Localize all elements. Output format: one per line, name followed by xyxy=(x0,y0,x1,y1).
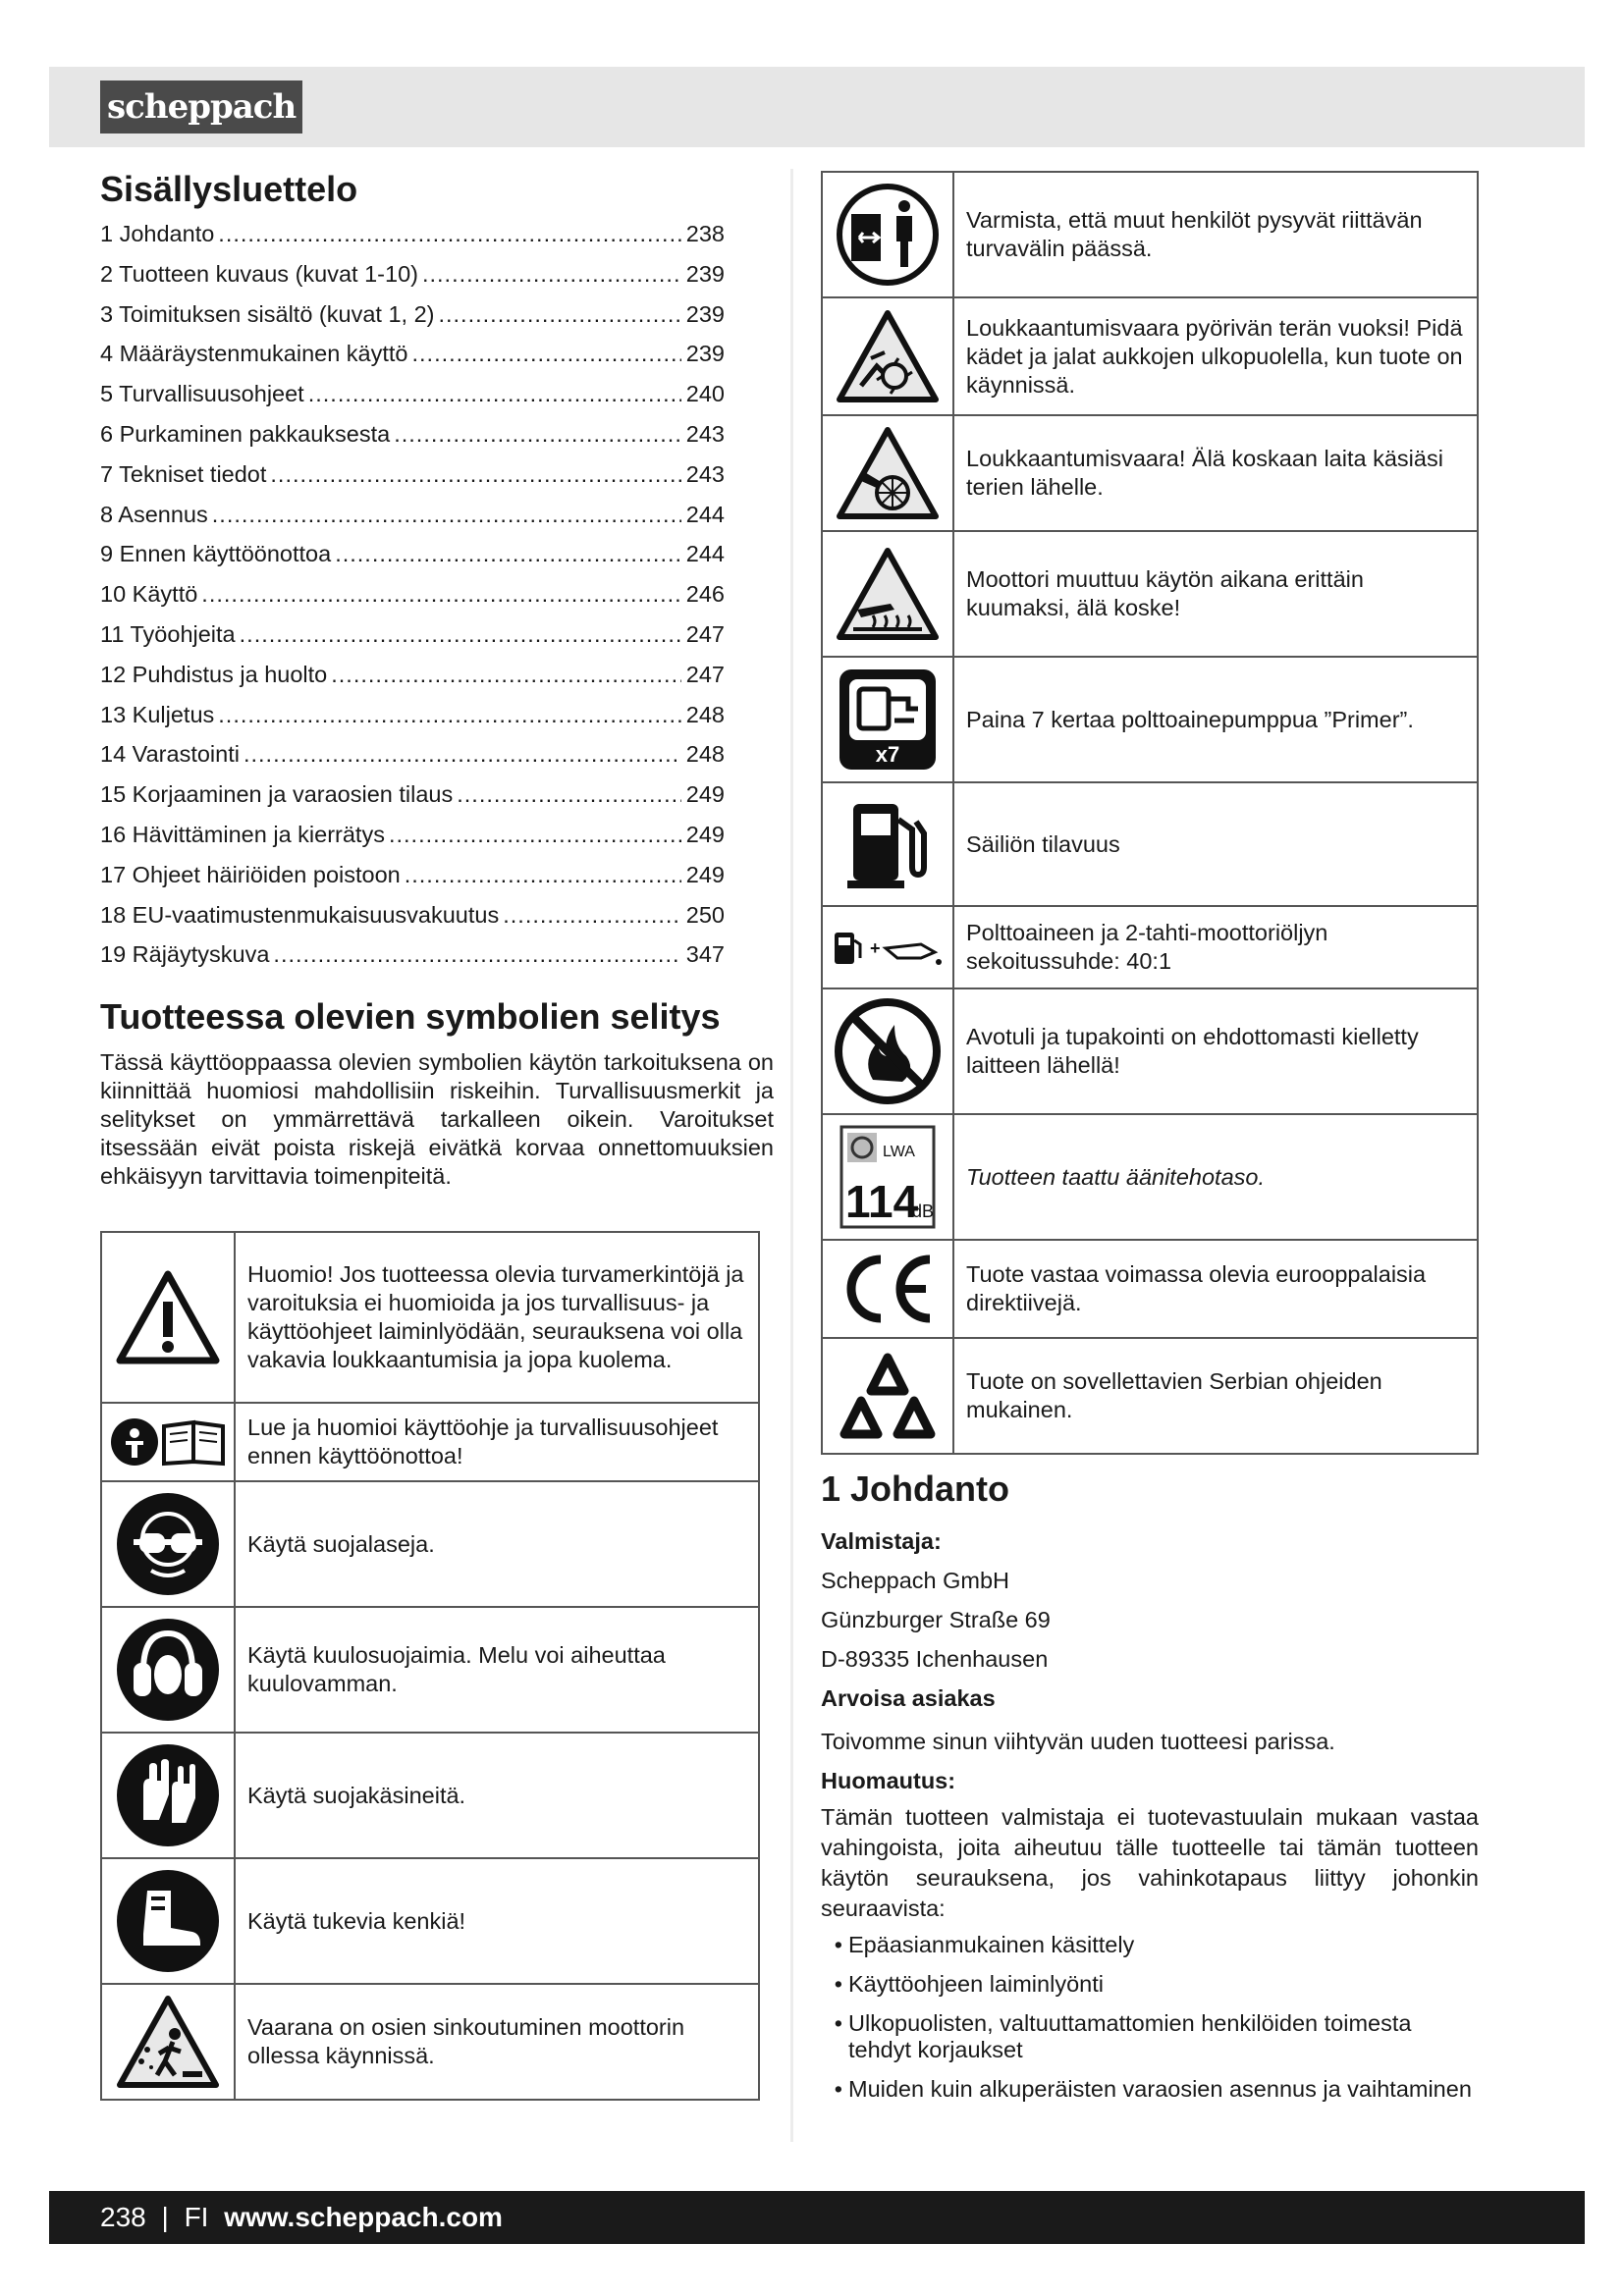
intro-section-title: 1 Johdanto xyxy=(821,1468,1010,1509)
company-name: Scheppach GmbH xyxy=(821,1568,1010,1593)
toc-leader-dots xyxy=(240,621,681,648)
toc-item-title: 3 Toimituksen sisältö (kuvat 1, 2) xyxy=(100,300,435,327)
toc-item-page: 244 xyxy=(685,541,725,567)
toc-item-page: 347 xyxy=(685,941,725,968)
toc-item-page: 243 xyxy=(685,420,725,447)
db-value: 114 xyxy=(845,1176,919,1227)
symbol-row xyxy=(822,415,1478,531)
toc-leader-dots xyxy=(273,941,680,968)
scheppach-logo[interactable]: scheppach xyxy=(100,80,302,133)
liability-bullet-list xyxy=(821,1932,1479,2103)
toc-item-title: 12 Puhdistus ja huolto xyxy=(100,661,328,687)
hot-surface-icon xyxy=(822,531,953,657)
toc-item-title: 6 Purkaminen pakkauksesta xyxy=(100,420,391,447)
symbols-intro-text: Tässä käyttöoppaassa olevien symbolien käytön tarkoituksena on kiinnittää huomiosi mahdollisiin riskeihin. Turvallisuusmerkit ja selitykset on ymmärrettävä tarkalleen oikein. Varoitukset itsessään eivät poista riskejä eivätkä korvaa onnettomuuksien ehkäisyyn tarvittavia toimenpiteitä. xyxy=(100,1049,774,1189)
toc-item[interactable] xyxy=(100,781,725,822)
symbols-table-left xyxy=(100,1231,760,2101)
column-divider xyxy=(790,169,793,2142)
note-label: Huomautus: xyxy=(821,1768,956,1793)
symbol-description: Lue ja huomioi käyttöohje ja turvallisuusohjeet ennen käyttöönottoa! xyxy=(235,1403,759,1481)
toc-leader-dots xyxy=(422,261,681,288)
footer-bar xyxy=(49,2191,1585,2244)
symbol-row xyxy=(101,1232,759,1403)
symbol-description: Vaarana on osien sinkoutuminen moottorin ollessa käynnissä. xyxy=(235,1984,759,2100)
toc-leader-dots xyxy=(503,902,681,929)
toc-leader-dots xyxy=(308,381,681,407)
header-bar xyxy=(49,67,1585,147)
toc-item-page: 248 xyxy=(685,701,725,727)
intro-section-body xyxy=(821,1522,1479,2103)
toc-item[interactable] xyxy=(100,502,725,542)
symbol-row xyxy=(822,172,1478,297)
footer-language: FI xyxy=(184,2202,209,2232)
svg-text:+: + xyxy=(870,938,881,958)
safety-goggles-icon xyxy=(101,1481,235,1607)
toc-leader-dots xyxy=(335,541,681,567)
toc-leader-dots xyxy=(270,461,680,488)
ce-mark-icon xyxy=(822,1240,953,1338)
symbol-description: Käytä suojakäsineitä. xyxy=(235,1733,759,1858)
symbol-description: Paina 7 kertaa polttoainepumppua ”Primer”. xyxy=(953,657,1478,782)
db-unit: dB xyxy=(912,1201,935,1221)
toc-item[interactable] xyxy=(100,902,725,942)
primer-icon xyxy=(822,657,953,782)
keep-distance-icon xyxy=(822,172,953,297)
toc-item[interactable] xyxy=(100,541,725,581)
toc-leader-dots xyxy=(412,341,681,367)
toc-item[interactable] xyxy=(100,662,725,702)
toc-leader-dots xyxy=(201,581,680,608)
toc-item-page: 243 xyxy=(685,460,725,487)
toc-item-title: 10 Käyttö xyxy=(100,581,198,608)
toc-leader-dots xyxy=(212,502,681,528)
ear-protection-icon xyxy=(101,1607,235,1733)
toc-leader-dots xyxy=(394,421,681,448)
toc-item[interactable] xyxy=(100,822,725,862)
company-city: D-89335 Ichenhausen xyxy=(821,1646,1049,1672)
toc-item[interactable] xyxy=(100,341,725,381)
symbols-section-title: Tuotteessa olevien symbolien selitys xyxy=(100,996,721,1037)
toc-item-page: 249 xyxy=(685,861,725,887)
toc-leader-dots xyxy=(218,221,680,247)
toc-leader-dots xyxy=(389,822,681,848)
toc-item-title: 16 Hävittäminen ja kierrätys xyxy=(100,821,385,847)
greeting-text: Toivomme sinun viihtyvän uuden tuotteesi parissa. xyxy=(821,1729,1335,1754)
symbol-description: Loukkaantumisvaara pyörivän terän vuoksi! Pidä kädet ja jalat aukkojen ulkopuolella, kun tuote on käynnissä. xyxy=(953,297,1478,415)
toc-item-title: 4 Määräystenmukainen käyttö xyxy=(100,341,408,367)
toc-item-title: 2 Tuotteen kuvaus (kuvat 1-10) xyxy=(100,260,418,287)
toc-item[interactable] xyxy=(100,461,725,502)
symbol-row xyxy=(101,1607,759,1733)
toc-item-page: 250 xyxy=(685,901,725,928)
symbols-table-right xyxy=(821,171,1479,1455)
toc-item-title: 11 Työohjeita xyxy=(100,620,236,647)
symbol-row xyxy=(101,1858,759,1984)
company-street: Günzburger Straße 69 xyxy=(821,1607,1051,1632)
toc-item-title: 8 Asennus xyxy=(100,501,208,527)
symbol-row xyxy=(822,531,1478,657)
toc-item-page: 247 xyxy=(685,620,725,647)
symbol-row xyxy=(101,1733,759,1858)
fuel-oil-mix-icon xyxy=(822,906,953,988)
symbol-row xyxy=(822,1240,1478,1338)
gloves-icon xyxy=(101,1733,235,1858)
manufacturer-label: Valmistaja: xyxy=(821,1528,942,1554)
symbol-description: Loukkaantumisvaara! Älä koskaan laita käsiäsi terien lähelle. xyxy=(953,415,1478,531)
fuel-pump-icon xyxy=(822,782,953,906)
toc-leader-dots xyxy=(405,862,681,888)
toc-item-title: 13 Kuljetus xyxy=(100,701,215,727)
page-number: 238 xyxy=(100,2202,146,2232)
toc-item[interactable] xyxy=(100,381,725,421)
toc-item-title: 18 EU-vaatimustenmukaisuusvakuutus xyxy=(100,901,500,928)
symbol-row xyxy=(822,988,1478,1114)
primer-badge: x7 xyxy=(875,742,900,767)
toc-item[interactable] xyxy=(100,221,725,261)
toc-item-title: 1 Johdanto xyxy=(100,221,215,246)
symbol-description: Huomio! Jos tuotteessa olevia turvamerkintöjä ja varoituksia ei huomioida ja jos turvallisuus- ja käyttöohjeet laiminlyödään, seurauksena voi olla vakavia loukkaantumisia ja jopa kuolema. xyxy=(235,1232,759,1403)
toc-item-page: 239 xyxy=(685,300,725,327)
toc-item[interactable] xyxy=(100,301,725,342)
serbian-mark-icon xyxy=(822,1338,953,1454)
symbol-description: Varmista, että muut henkilöt pysyvät riittävän turvavälin päässä. xyxy=(953,172,1478,297)
dear-customer-label: Arvoisa asiakas xyxy=(821,1685,996,1711)
toc-item[interactable] xyxy=(100,862,725,902)
toc-item-title: 14 Varastointi xyxy=(100,741,240,768)
toc-item-title: 7 Tekniset tiedot xyxy=(100,460,267,487)
symbol-row xyxy=(101,1481,759,1607)
safety-boots-icon xyxy=(101,1858,235,1984)
table-of-contents xyxy=(100,221,725,982)
toc-item-page: 247 xyxy=(685,661,725,687)
sound-power-icon xyxy=(822,1114,953,1240)
toc-item[interactable] xyxy=(100,702,725,742)
toc-item-page: 244 xyxy=(685,501,725,527)
toc-item-title: 19 Räjäytyskuva xyxy=(100,941,270,968)
toc-leader-dots xyxy=(438,301,680,328)
list-item: • Epäasianmukainen käsittely xyxy=(834,1932,1135,1957)
list-item: • Käyttöohjeen laiminlyönti xyxy=(834,1971,1104,1997)
toc-item-page: 239 xyxy=(685,341,725,367)
toc-item[interactable] xyxy=(100,741,725,781)
toc-item-page: 239 xyxy=(685,260,725,287)
toc-item[interactable] xyxy=(100,941,725,982)
symbol-row xyxy=(822,782,1478,906)
toc-item-page: 248 xyxy=(685,741,725,768)
toc-item[interactable] xyxy=(100,581,725,621)
list-item: • Muiden kuin alkuperäisten varaosien asennus ja vaihtaminen xyxy=(834,2076,1472,2102)
toc-item-page: 246 xyxy=(685,581,725,608)
symbol-description: Käytä tukevia kenkiä! xyxy=(235,1858,759,1984)
symbol-row xyxy=(822,906,1478,988)
symbol-description: Polttoaineen ja 2-tahti-moottoriöljyn sekoitussuhde: 40:1 xyxy=(953,906,1478,988)
symbol-row xyxy=(822,657,1478,782)
symbol-description: Käytä kuulosuojaimia. Melu voi aiheuttaa kuulovamman. xyxy=(235,1607,759,1733)
symbol-description: Tuote on sovellettavien Serbian ohjeiden mukainen. xyxy=(953,1338,1478,1454)
list-item: • Ulkopuolisten, valtuuttamattomien henkilöiden toimesta tehdyt korjaukset xyxy=(834,2010,1412,2062)
toc-item-title: 17 Ohjeet häiriöiden poistoon xyxy=(100,861,401,887)
lwa-label: LWA xyxy=(883,1144,915,1160)
symbol-description: Säiliön tilavuus xyxy=(953,782,1478,906)
toc-leader-dots xyxy=(218,702,681,728)
toc-item-page: 238 xyxy=(685,221,725,246)
toc-item[interactable] xyxy=(100,261,725,301)
warning-triangle-icon xyxy=(101,1232,235,1403)
toc-item-page: 249 xyxy=(685,781,725,808)
no-open-flame-icon xyxy=(822,988,953,1114)
hand-blade-icon xyxy=(822,415,953,531)
symbol-row xyxy=(101,1984,759,2100)
symbol-description: Moottori muuttuu käytön aikana erittäin kuumaksi, älä koske! xyxy=(953,531,1478,657)
toc-title: Sisällysluettelo xyxy=(100,169,358,209)
rotating-blade-icon xyxy=(822,297,953,415)
website-link[interactable]: www.scheppach.com xyxy=(224,2202,503,2232)
symbol-row xyxy=(822,297,1478,415)
toc-item[interactable] xyxy=(100,421,725,461)
toc-item-page: 240 xyxy=(685,381,725,407)
symbol-description: Tuotteen taattu äänitehotaso. xyxy=(953,1114,1478,1240)
toc-item-title: 15 Korjaaminen ja varaosien tilaus xyxy=(100,781,454,808)
symbol-description: Tuote vastaa voimassa olevia eurooppalaisia direktiivejä. xyxy=(953,1240,1478,1338)
symbol-description: Avotuli ja tupakointi on ehdottomasti kielletty laitteen lähellä! xyxy=(953,988,1478,1114)
symbol-row xyxy=(822,1338,1478,1454)
toc-leader-dots xyxy=(331,662,681,688)
toc-item-title: 9 Ennen käyttöönottoa xyxy=(100,541,332,567)
toc-leader-dots xyxy=(244,741,681,768)
toc-item[interactable] xyxy=(100,621,725,662)
symbol-description: Käytä suojalaseja. xyxy=(235,1481,759,1607)
toc-leader-dots xyxy=(457,781,681,808)
read-manual-icon xyxy=(101,1403,235,1481)
toc-item-page: 249 xyxy=(685,821,725,847)
flying-debris-icon xyxy=(101,1984,235,2100)
toc-item-title: 5 Turvallisuusohjeet xyxy=(100,381,304,407)
symbol-row xyxy=(101,1403,759,1481)
note-text: Tämän tuotteen valmistaja ei tuotevastuulain mukaan vastaa vahingoista, joita aiheutuu tälle tuotteelle tai tämän tuotteen käytön seurauksena, jos vahinkotapaus liittyy johonkin seuraavista: xyxy=(821,1804,1479,1921)
footer-separator: | xyxy=(161,2202,169,2232)
symbol-row xyxy=(822,1114,1478,1240)
